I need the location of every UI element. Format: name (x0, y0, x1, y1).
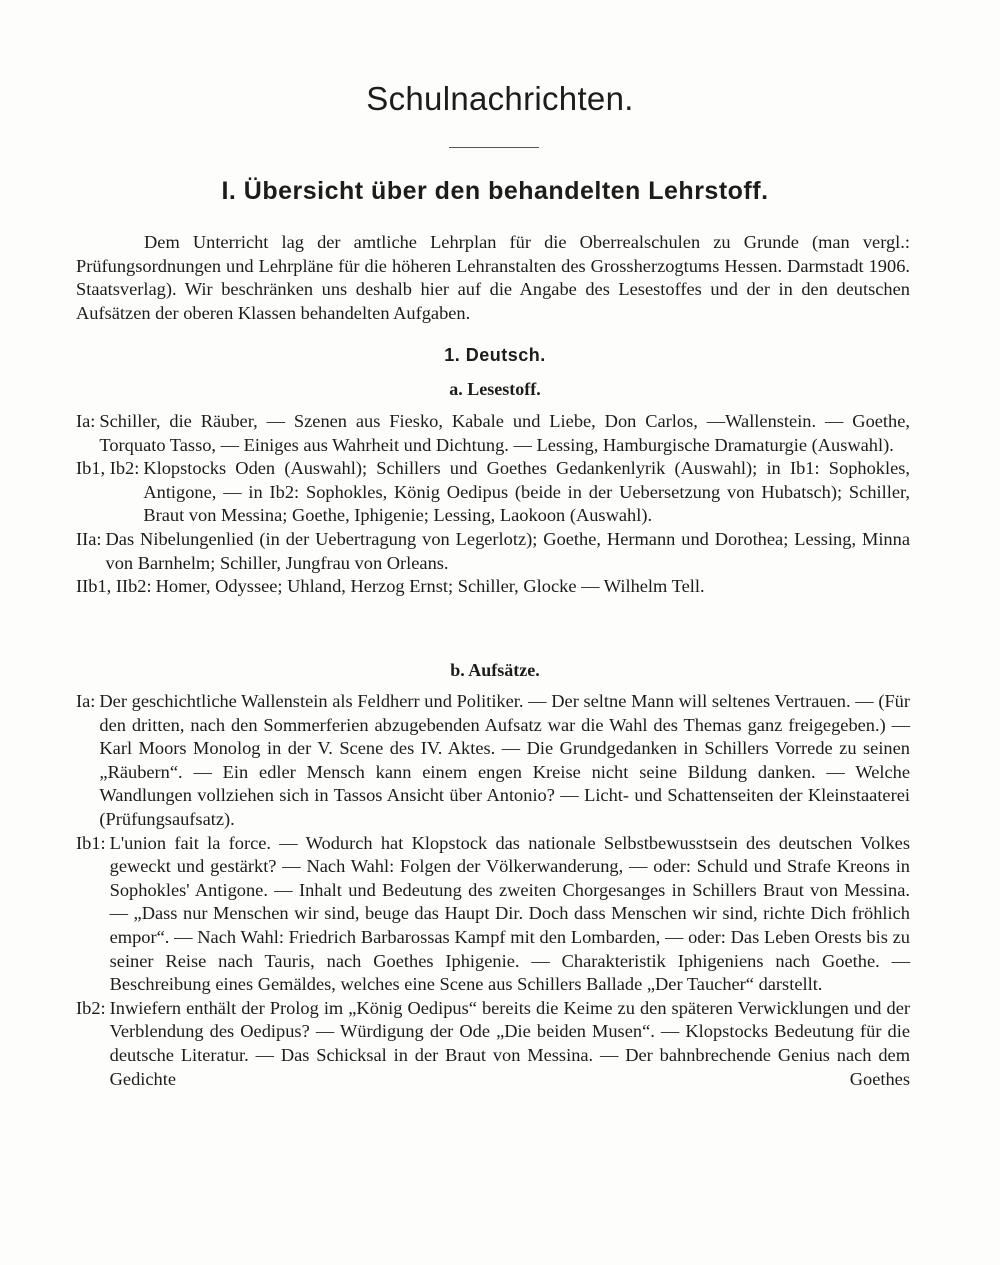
list-item (76, 832, 910, 997)
class-label: Ia: (76, 691, 96, 711)
intro-paragraph: Dem Unterricht lag der amtliche Lehrplan für die Oberrealschulen zu Grunde (man vergl.: Prüfungsordnungen und Lehrpläne für die höheren Lehranstalten des Grossherzogtums Hessen. Darmstadt 1906. Staatsverlag). Wir beschränken uns deshalb hier auf die Angabe des Lesestoffes und der in den deutschen Aufsätzen der oberen Klassen behandelten Aufgaben. (76, 232, 910, 323)
class-label: Ib1: (76, 832, 106, 853)
list-item (76, 997, 910, 1115)
entry-text: Schiller, die Räuber, — Szenen aus Fiesko, Kabale und Liebe, Don Carlos, —Wallenstein. — Goethe, Torquato Tasso, — Einiges aus Wahrheit und Dichtung. — Lessing, Hamburgische Dramaturgie (Auswahl). (99, 411, 910, 455)
subject-heading: 1. Deutsch. (444, 345, 546, 365)
lesestoff-heading (0, 379, 990, 400)
list-item (76, 410, 910, 457)
class-label: Ib2: (76, 997, 106, 1018)
class-label: Ia: (76, 411, 96, 431)
entry-text: L'union fait la force. — Wodurch hat Klopstock das nationale Selbstbewusstsein des deutschen Volkes geweckt und gestärkt? — Nach Wahl: Folgen der Völkerwanderung, — oder: Schuld und Strafe Kreons in Sophokles' Antigone. — Inhalt und Bedeutung des zweiten Chorgesanges in Schillers Braut von Messina. — „Dass nur Menschen wir sind, beuge das Haupt Dir. Doch dass Menschen wir sind, richte Dich fröhlich empor“. — Nach Wahl: Friedrich Barbarossas Kampf mit den Lombarden, — oder: Das Leben Orests bis zu seiner Reise nach Tauris, nach Goethes Iphigenie. — Charakteristik Iphigeniens nach Goethe. — Beschreibung eines Gemäldes, welches eine Scene aus Schillers Ballade „Der Taucher“ darstellt. (109, 832, 910, 995)
list-item (76, 575, 910, 599)
class-label: IIa: (76, 528, 102, 549)
title-divider (449, 147, 539, 148)
class-label: IIb1, IIb2: (76, 576, 152, 597)
list-item (76, 528, 910, 575)
section-title: I. Übersicht über den behandelten Lehrstoff. (221, 177, 769, 205)
lesestoff-heading-text: a. Lesestoff. (449, 379, 541, 399)
class-label: Ib1, Ib2: (76, 458, 140, 479)
entry-text: Homer, Odyssee; Uhland, Herzog Ernst; Schiller, Glocke — Wilhelm Tell. (155, 576, 705, 597)
aufsaetze-heading-text: b. Aufsätze. (450, 660, 540, 680)
lesestoff-list (76, 410, 910, 599)
entry-text: Der geschichtliche Wallenstein als Feldherr und Politiker. — Der seltne Mann will seltenes Vertrauen. — (Für den dritten, nach den Sommerferien abzugebenden Aufsatz war die Wahl des Themas ganz freigegeben.) — Karl Moors Monolog in der V. Scene des IV. Aktes. — Die Grundgedanken in Schillers Vorrede zu seinen „Räubern“. — Ein edler Mensch kann einem engen Kreise nicht seine Bildung danken. — Welche Wandlungen vollziehen sich in Tassos Ansicht über Antonio? — Licht- und Schattenseiten der Kleinstaaterei (Prüfungsaufsatz). (99, 691, 910, 829)
entry-text: Klopstocks Oden (Auswahl); Schillers und Goethes Gedankenlyrik (Auswahl); in Ib1: Sophokles, Antigone, — in Ib2: Sophokles, König Oedipus (beide in der Uebersetzung von Hubatsch); Schiller, Braut von Messina; Goethe, Iphigenie; Lessing, Laokoon (Auswahl). (143, 458, 910, 526)
page-title: Schulnachrichten. (366, 80, 634, 117)
list-item (76, 457, 910, 528)
aufsaetze-list (76, 690, 910, 1115)
entry-text: Das Nibelungenlied (in der Uebertragung von Legerlotz); Goethe, Hermann und Dorothea; Lessing, Minna von Barnhelm; Schiller, Jungfrau von Orleans. (105, 528, 910, 573)
aufsaetze-heading (0, 660, 990, 681)
list-item (76, 690, 910, 832)
entry-text: Inwiefern enthält der Prolog im „König Oedipus“ bereits die Keime zu den späteren Verwicklungen und der Verblendung des Oedipus? — Würdigung der Ode „Die beiden Musen“. — Klopstocks Bedeutung für die deutsche Literatur. — Das Schicksal in der Braut von Messina. — Der bahnbrechende Genius nach dem Gedichte Goethes (109, 997, 910, 1089)
